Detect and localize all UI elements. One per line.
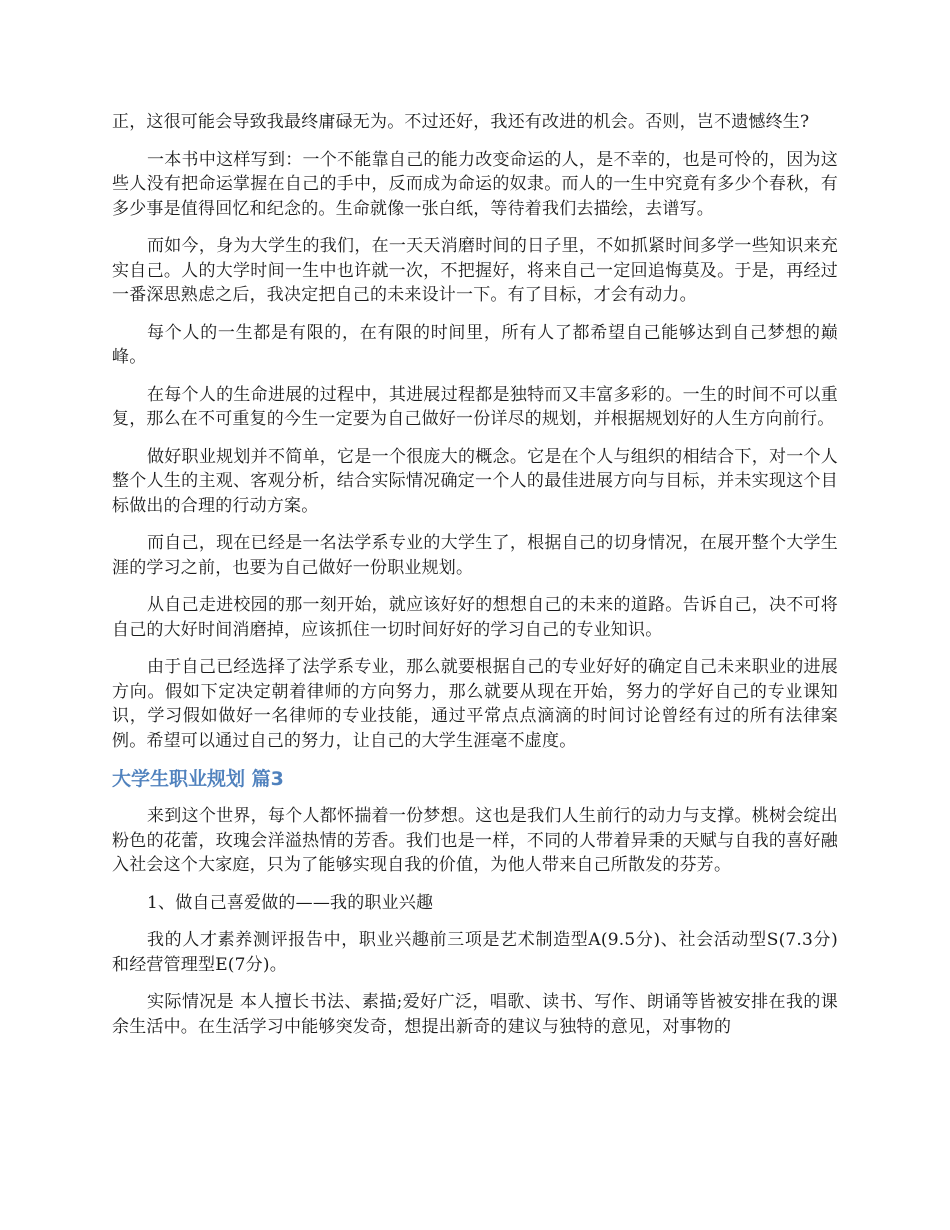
paragraph: 每个人的一生都是有限的，在有限的时间里，所有人了都希望自己能够达到自己梦想的巅峰。 bbox=[112, 322, 838, 367]
paragraph: 而自己，现在已经是一名法学系专业的大学生了，根据自己的切身情况，在展开整个大学生涯的学习之前，也要为自己做好一份职业规划。 bbox=[112, 533, 838, 578]
paragraph-continuation: 正，这很可能会导致我最终庸碌无为。不过还好，我还有改进的机会。否则，岂不遗憾终生? bbox=[112, 112, 810, 132]
paragraph: 我的人才素养测评报告中，职业兴趣前三项是艺术制造型A(9.5分)、社会活动型S(7.3分)和经营管理型E(7分)。 bbox=[112, 930, 838, 975]
paragraph: 实际情况是 本人擅长书法、素描;爱好广泛，唱歌、读书、写作、朗诵等皆被安排在我的课余生活中。在生活学习中能够突发奇，想提出新奇的建议与独特的意见，对事物的 bbox=[112, 992, 838, 1037]
paragraph: 由于自己已经选择了法学系专业，那么就要根据自己的专业好好的确定自己未来职业的进展方向。假如下定决定朝着律师的方向努力，那么就要从现在开始，努力的学好自己的专业课知识，学习假如做好一名律师的专业技能，通过平常点点滴滴的时间讨论曾经有过的所有法律案例。希望可以通过自己的努力，让自己的大学生涯毫不虚度。 bbox=[112, 657, 838, 751]
paragraph: 从自己走进校园的那一刻开始，就应该好好的想想自己的未来的道路。告诉自己，决不可将自己的大好时间消磨掉，应该抓住一切时间好好的学习自己的专业知识。 bbox=[112, 595, 838, 640]
paragraph: 而如今，身为大学生的我们，在一天天消磨时间的日子里，不如抓紧时间多学一些知识来充实自己。人的大学时间一生中也许就一次，不把握好，将来自己一定回追悔莫及。于是，再经过一番深思熟虑之后，我决定把自己的未来设计一下。有了目标，才会有动力。 bbox=[112, 236, 838, 305]
subheading-paragraph: 1、做自己喜爱做的——我的职业兴趣 bbox=[147, 892, 434, 913]
paragraph: 做好职业规划并不简单，它是一个很庞大的概念。它是在个人与组织的相结合下，对一个人整个人生的主观、客观分析，结合实际情况确定一个人的最佳进展方向与目标，并未实现这个目标做出的合理的行动方案。 bbox=[112, 446, 838, 516]
section-heading: 大学生职业规划 篇3 bbox=[112, 768, 284, 790]
paragraph: 在每个人的生命进展的过程中，其进展过程都是独特而又丰富多彩的。一生的时间不可以重复，那么在不可重复的今生一定要为自己做好一份详尽的规划，并根据规划好的人生方向前行。 bbox=[112, 384, 838, 429]
paragraph: 一本书中这样写到：一个不能靠自己的能力改变命运的人，是不幸的，也是可怜的，因为这些人没有把命运掌握在自己的手中，反而成为命运的奴隶。而人的一生中究竟有多少个春秋，有多少事是值得回忆和纪念的。生命就像一张白纸，等待着我们去描绘，去谱写。 bbox=[112, 149, 838, 219]
paragraph: 来到这个世界，每个人都怀揣着一份梦想。这也是我们人生前行的动力与支撑。桃树会绽出粉色的花蕾，玫瑰会洋溢热情的芳香。我们也是一样，不同的人带着异秉的天赋与自我的喜好融入社会这个大家庭，只为了能够实现自我的价值，为他人带来自己所散发的芬芳。 bbox=[112, 806, 838, 875]
